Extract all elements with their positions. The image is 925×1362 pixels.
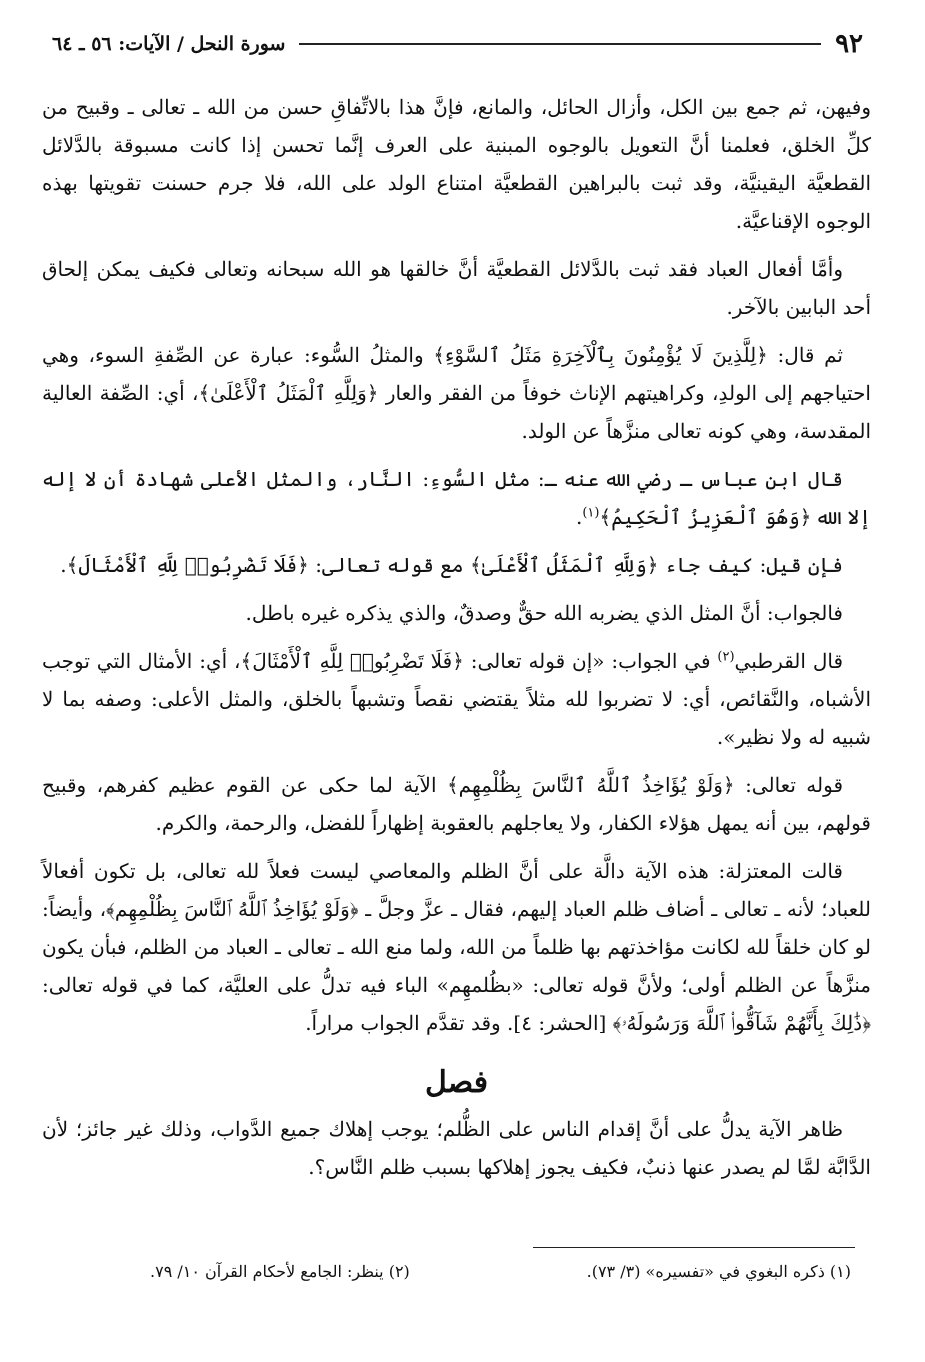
main-text <box>42 88 871 1196</box>
paragraph-2: وأمَّا أفعال العباد فقد ثبت بالدَّلائل القطعيَّة أنَّ خالقها هو الله سبحانه وتعالى فكيف يمكن إلحاق أحد البابين بالآخر. <box>42 257 871 319</box>
running-title: سورة النحل / الآيات: ٥٦ ـ ٦٤ <box>52 33 286 55</box>
paragraph-5 <box>42 546 871 584</box>
footnote-marker-2: (٢) <box>717 649 735 665</box>
page-header <box>52 24 863 64</box>
paragraph-6: فالجواب: أنَّ المثل الذي يضربه الله حقٌّ وصدقٌ، والذي يذكره غيره باطل. <box>245 601 843 625</box>
quran-quote: ﴿ذَٰلِكَ بِأَنَّهُمْ شَآقُّوا۟ ٱللَّهَ وَرَسُولَهُۥ﴾ <box>612 1011 871 1035</box>
quran-quote: ﴿فَلَا تَضْرِبُوا۟ لِلَّهِ ٱلْأَمْثَالَ﴾ <box>240 649 464 673</box>
quran-quote: ﴿لِلَّذِينَ لَا يُؤْمِنُونَ بِٱلْآخِرَةِ مَثَلُ ٱلسَّوْءِ﴾ <box>433 343 768 367</box>
quran-quote: ﴿وَلَوْ يُؤَاخِذُ ٱللَّهُ ٱلنَّاسَ بِظُلْمِهِم﴾ <box>106 897 359 921</box>
header-rule <box>299 43 821 45</box>
footnotes <box>150 1262 851 1281</box>
paragraph-8-text-a: قوله تعالى: <box>734 773 844 797</box>
paragraph-7 <box>42 642 871 756</box>
section-heading: فصل <box>424 1065 489 1100</box>
paragraph-4-text-a: قال ابن عباس ـ رضي الله عنه ـ: مثل السُّوءِ: النَّار، والمثل الأعلى شهادة أن لا إله إلا الله <box>42 467 871 529</box>
paragraph-5-text-a: فإن قيل: كيف جاء <box>658 553 843 577</box>
paragraph-7-text-a: قال القرطبي <box>734 649 844 673</box>
footnote-rule <box>533 1247 855 1248</box>
paragraph-4 <box>42 460 871 536</box>
paragraph-4-text-b: . <box>575 505 583 529</box>
paragraph-3-text-c: ، أي: الصِّفة العالية المقدسة، وهي كونه تعالى منزَّهاً عن الولد. <box>42 381 871 443</box>
paragraph-7-text-c: ، أي: الأمثال التي توجب الأشباه، والنَّقائص، أي: لا تضربوا لله مثلاً يقتضي نقصاً وتشبهاً بالخلق، والمثل الأعلى: وصفه بما لا شبيه له ولا نظير». <box>42 649 871 749</box>
paragraph-5-text-c: . <box>60 553 67 577</box>
footnote-1: (١) ذكره البغوي في «تفسيره» (٣/ ٧٣). <box>586 1262 851 1281</box>
paragraph-3-text-a: ثم قال: <box>767 343 843 367</box>
paragraph-9-text-c: [الحشر: ٤]. وقد تقدَّم الجواب مراراً. <box>305 1011 613 1035</box>
quran-quote: ﴿وَلِلَّهِ ٱلْمَثَلُ ٱلْأَعْلَىٰ﴾ <box>198 381 379 405</box>
paragraph-8 <box>42 766 871 842</box>
paragraph-1: وفيهن، ثم جمع بين الكل، وأزال الحائل، والمانع، فإنَّ هذا بالاتِّفاقِ حسن من الله ـ تعالى ـ وقبيح من كلِّ الخلق، فعلمنا أنَّ التعويل بالوجوه المبنية على العرف إنَّما تحسن إذا كانت مسبوقة بالدَّلائل القطعيَّة اليقينيَّة، وقد ثبت بالبراهين القطعيَّة امتناع الولد على الله، فلا جرم حسنت تقويتها بهذه الوجوه الإقناعيَّة. <box>42 95 871 233</box>
paragraph-5-text-b: مع قوله تعالى: <box>308 553 470 577</box>
page-number: ٩٢ <box>835 29 863 59</box>
paragraph-9-text-b: ، وأيضاً: لو كان خلقاً لله لكانت مؤاخذتهم بها ظلماً من الله، ولما منع الله ـ تعالى ـ العباد من الظلم، فبأن يكون منزَّهاً عن الظلم أولى؛ ولأنَّ قوله تعالى: «بظُلمهِم» الباء فيه تدلُّ على العليَّة، كما في قوله تعالى: <box>42 897 871 997</box>
paragraph-9 <box>42 852 871 1042</box>
quran-quote: ﴿وَلَوْ يُؤَاخِذُ ٱللَّهُ ٱلنَّاسَ بِظُلْمِهِم﴾ <box>446 773 735 797</box>
paragraph-3-text-b: والمثلُ السُّوء: عبارة عن الصِّفةِ السوء، وهي احتياجهم إلى الولدِ، وكراهيتهم الإناث خوفاً من الفقر والعار <box>42 343 871 405</box>
paragraph-7-text-b: في الجواب: «إن قوله تعالى: <box>463 649 718 673</box>
paragraph-9-text-a: قالت المعتزلة: هذه الآية دالَّة على أنَّ الظلم والمعاصي ليست فعلاً لله تعالى، بل تكون أفعالاً للعباد؛ لأنه ـ تعالى ـ أضاف ظلم العباد إليهم، فقال ـ عزَّ وجلَّ ـ <box>42 859 871 921</box>
footnote-2: (٢) ينظر: الجامع لأحكام القرآن ١٠/ ٧٩. <box>150 1262 410 1281</box>
paragraph-3 <box>42 336 871 450</box>
quran-quote: ﴿وَلِلَّهِ ٱلْمَثَلُ ٱلْأَعْلَىٰ﴾ <box>469 553 659 577</box>
footnote-marker-1: (١) <box>582 505 600 521</box>
paragraph-8-text-b: الآية لما حكى عن القوم عظيم كفرهم، وقبيح قولهم، بين أنه يمهل هؤلاء الكفار، ولا يعاجلهم بالعقوبة إظهاراً للفضل، والرحمة، والكرم. <box>42 773 871 835</box>
quran-quote: ﴿وَهُوَ ٱلْعَزِيزُ ٱلْحَكِيمُ﴾ <box>599 505 812 529</box>
quran-quote: ﴿فَلَا تَضْرِبُوا۟ لِلَّهِ ٱلْأَمْثَالَ﴾ <box>66 553 309 577</box>
section-paragraph-1: ظاهر الآية يدلُّ على أنَّ إقدام الناس على الظُّلم؛ يوجب إهلاك جميع الدَّواب، وذلك غير جائز؛ لأن الدَّابَّة لمَّا لم يصدر عنها ذنبٌ، فكيف يجوز إهلاكها بسبب ظلم النَّاس؟. <box>42 1117 871 1179</box>
